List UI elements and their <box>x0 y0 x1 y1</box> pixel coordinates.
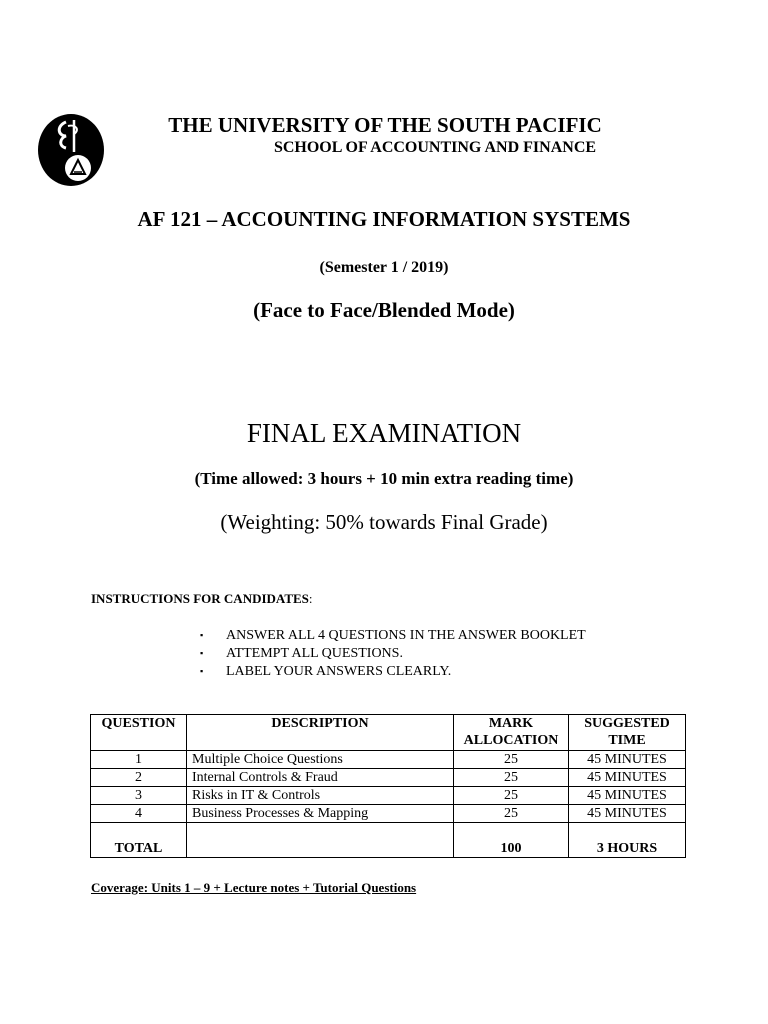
list-item <box>200 626 586 644</box>
header-question: QUESTION <box>91 715 187 751</box>
bullet-icon: ▪ <box>200 630 204 640</box>
question-number: 4 <box>91 805 187 823</box>
question-description: Multiple Choice Questions <box>187 751 454 769</box>
bullet-icon: ▪ <box>200 666 204 676</box>
table-row <box>91 751 686 769</box>
table-row <box>91 787 686 805</box>
exam-title: FINAL EXAMINATION <box>246 418 522 448</box>
bullet-icon: ▪ <box>200 648 204 658</box>
question-description: Internal Controls & Fraud <box>187 769 454 787</box>
list-item <box>200 644 586 662</box>
total-time: 3 HOURS <box>569 823 686 858</box>
question-time: 45 MINUTES <box>569 805 686 823</box>
university-name: THE UNIVERSITY OF THE SOUTH PACIFIC <box>168 113 602 137</box>
list-item <box>200 662 586 680</box>
question-time: 45 MINUTES <box>569 751 686 769</box>
total-description <box>187 823 454 858</box>
instructions-colon: : <box>308 591 313 606</box>
question-number: 1 <box>91 751 187 769</box>
question-marks: 25 <box>454 751 569 769</box>
header-mark-allocation: MARK ALLOCATION <box>454 715 569 751</box>
header-suggested-time: SUGGESTED TIME <box>569 715 686 751</box>
course-title: AF 121 – ACCOUNTING INFORMATION SYSTEMS <box>137 207 631 231</box>
coverage-note: Coverage: Units 1 – 9 + Lecture notes + Tutorial Questions <box>91 880 417 895</box>
semester: (Semester 1 / 2019) <box>319 259 449 276</box>
time-allowed: (Time allowed: 3 hours + 10 min extra reading time) <box>194 469 574 488</box>
delivery-mode: (Face to Face/Blended Mode) <box>253 298 515 322</box>
question-description: Risks in IT & Controls <box>187 787 454 805</box>
question-marks: 25 <box>454 787 569 805</box>
instruction-text: LABEL YOUR ANSWERS CLEARLY. <box>226 664 452 679</box>
total-marks: 100 <box>454 823 569 858</box>
school-name: SCHOOL OF ACCOUNTING AND FINANCE <box>273 139 597 156</box>
exam-structure-table <box>90 714 686 858</box>
question-marks: 25 <box>454 769 569 787</box>
instructions-heading <box>91 591 313 607</box>
instruction-text: ANSWER ALL 4 QUESTIONS IN THE ANSWER BOOKLET <box>226 628 586 643</box>
table-total-row <box>91 823 686 858</box>
instructions-heading-text: INSTRUCTIONS FOR CANDIDATES <box>91 591 309 606</box>
header-description: DESCRIPTION <box>187 715 454 751</box>
question-time: 45 MINUTES <box>569 769 686 787</box>
table-row <box>91 769 686 787</box>
question-time: 45 MINUTES <box>569 787 686 805</box>
weighting: (Weighting: 50% towards Final Grade) <box>220 510 548 534</box>
question-number: 3 <box>91 787 187 805</box>
instructions-list <box>200 626 586 680</box>
total-label: TOTAL <box>91 823 187 858</box>
table-row <box>91 805 686 823</box>
question-marks: 25 <box>454 805 569 823</box>
question-number: 2 <box>91 769 187 787</box>
table-header-row <box>91 715 686 751</box>
question-description: Business Processes & Mapping <box>187 805 454 823</box>
university-logo-icon <box>36 112 106 188</box>
instruction-text: ATTEMPT ALL QUESTIONS. <box>226 646 403 661</box>
